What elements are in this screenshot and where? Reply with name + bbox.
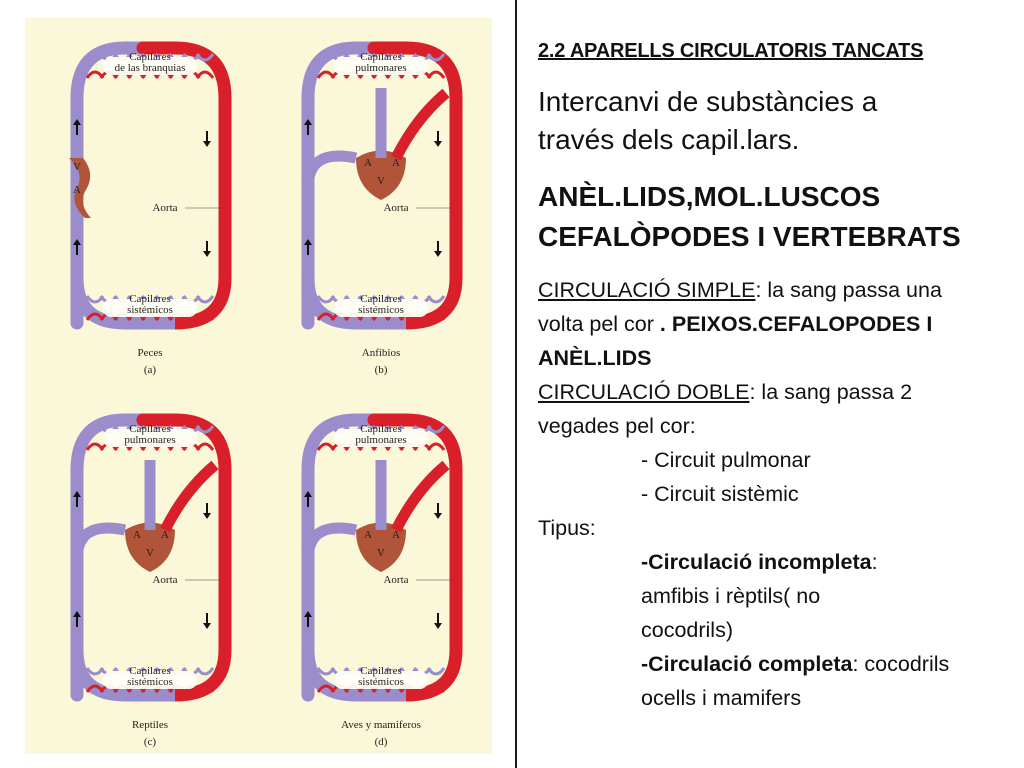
aorta-label: Aorta xyxy=(152,202,178,214)
circulatory-diagrams-svg xyxy=(25,18,492,754)
flow-arrow xyxy=(434,241,442,257)
top-capillary-label-2: pulmonares xyxy=(124,434,176,446)
heart-ventricle-label: V xyxy=(377,175,385,187)
flow-arrow xyxy=(203,241,211,257)
incomplete-term: -Circulació incompleta xyxy=(641,550,872,574)
top-capillary-label-2: pulmonares xyxy=(355,434,407,446)
simple-line-1 xyxy=(538,273,1008,307)
heart-right-atrium-label: A xyxy=(392,529,400,541)
simple-rest: : la sang passa una xyxy=(755,278,942,302)
venous-inflow xyxy=(77,528,125,560)
heart-ventricle-label: V xyxy=(146,547,154,559)
heart-right-atrium-label: A xyxy=(392,157,400,169)
top-capillary-label-2: pulmonares xyxy=(355,62,407,74)
flow-arrow xyxy=(434,613,442,629)
heart-left-atrium-label: A xyxy=(364,529,372,541)
venous-inflow xyxy=(308,528,356,560)
circuit-pulmonar: - Circuit pulmonar xyxy=(641,448,811,472)
slide-divider xyxy=(515,0,517,768)
top-capillary-label: Capilares xyxy=(129,423,171,435)
animal-name: Reptiles xyxy=(131,719,169,731)
panel-letter: (d) xyxy=(374,736,388,748)
lead-text xyxy=(538,83,1008,159)
circulation-types xyxy=(538,273,1008,715)
flow-arrow xyxy=(434,131,442,147)
simple-line-2 xyxy=(538,307,1008,341)
bottom-capillary-label-2: sistémicos xyxy=(358,304,404,316)
heart-ventricle-label: V xyxy=(377,547,385,559)
incomplete-line-3: cocodrils) xyxy=(641,618,733,642)
text-panel xyxy=(538,40,1008,715)
lead-line-2: través dels capil.lars. xyxy=(538,124,800,155)
bottom-capillary-label: Capilares xyxy=(360,665,402,677)
complete-line-2: ocells i mamifers xyxy=(641,686,802,710)
groups-line-1: ANÈL.LIDS,MOL.LUSCOS xyxy=(538,181,881,212)
lead-line-1: Intercanvi de substàncies a xyxy=(538,86,878,117)
flow-arrow xyxy=(434,503,442,519)
complete-term: -Circulació completa xyxy=(641,652,853,676)
simple-term: CIRCULACIÓ SIMPLE xyxy=(538,278,756,302)
bottom-capillary-label-2: sistémicos xyxy=(127,304,173,316)
simple-line-2b: . PEIXOS.CEFALOPODES I xyxy=(659,312,933,336)
top-capillary-label: Capilares xyxy=(129,51,171,63)
bottom-capillary-label: Capilares xyxy=(129,293,171,305)
flow-arrow xyxy=(203,613,211,629)
types-label: Tipus: xyxy=(538,516,596,540)
diagram-reptiles xyxy=(73,420,225,748)
panel-letter: (c) xyxy=(143,736,157,748)
heart-atrium-label: A xyxy=(73,184,81,196)
heart-ventricle-label: V xyxy=(73,161,81,173)
top-capillary-label: Capilares xyxy=(360,51,402,63)
panel-letter: (a) xyxy=(143,364,157,376)
bottom-capillary-label: Capilares xyxy=(360,293,402,305)
incomplete-colon: : xyxy=(871,550,878,574)
pulmonary-vein xyxy=(165,465,215,530)
aorta-label: Aorta xyxy=(152,574,178,586)
double-rest: : la sang passa 2 xyxy=(749,380,913,404)
heart-right-atrium-label: A xyxy=(161,529,169,541)
pulmonary-vein xyxy=(396,93,446,158)
diagram-aves-y-mamiferos xyxy=(304,420,456,748)
animal-name: Anfibios xyxy=(361,347,401,359)
slide-title: 2.2 APARELLS CIRCULATORIS TANCATS xyxy=(538,40,924,62)
double-line-2: vegades pel cor: xyxy=(538,414,696,438)
diagram-anfibios xyxy=(304,48,456,376)
pulmonary-vein xyxy=(396,465,446,530)
incomplete-line-1 xyxy=(538,545,1008,579)
aorta-label: Aorta xyxy=(383,574,409,586)
animal-name: Peces xyxy=(137,347,163,359)
bottom-capillary-label-2: sistémicos xyxy=(358,676,404,688)
bottom-capillary-label: Capilares xyxy=(129,665,171,677)
animal-name: Aves y mamiferos xyxy=(341,719,421,731)
simple-line-3: ANÈL.LIDS xyxy=(538,346,652,370)
complete-line-1 xyxy=(538,647,1008,681)
bottom-capillary-label-2: sistémicos xyxy=(127,676,173,688)
groups-line-2: CEFALÒPODES I VERTEBRATS xyxy=(538,221,961,252)
animal-groups xyxy=(538,177,1008,257)
top-capillary-label: Capilares xyxy=(360,423,402,435)
flow-arrow xyxy=(203,131,211,147)
diagram-peces xyxy=(69,48,225,376)
circuit-sistemic: - Circuit sistèmic xyxy=(641,482,799,506)
flow-arrow xyxy=(203,503,211,519)
simple-line-2a: volta pel cor xyxy=(538,312,660,336)
heart-left-atrium-label: A xyxy=(364,157,372,169)
circulatory-diagrams xyxy=(25,18,492,754)
heart-left-atrium-label: A xyxy=(133,529,141,541)
incomplete-line-2: amfibis i rèptils( no xyxy=(641,584,821,608)
double-term: CIRCULACIÓ DOBLE xyxy=(538,380,750,404)
top-capillary-label-2: de las branquias xyxy=(114,62,186,74)
double-line-1 xyxy=(538,375,1008,409)
complete-rest: : cocodrils xyxy=(852,652,950,676)
arterial-vessel xyxy=(143,48,225,323)
aorta-label: Aorta xyxy=(383,202,409,214)
panel-letter: (b) xyxy=(374,364,388,376)
venous-inflow xyxy=(308,156,356,188)
